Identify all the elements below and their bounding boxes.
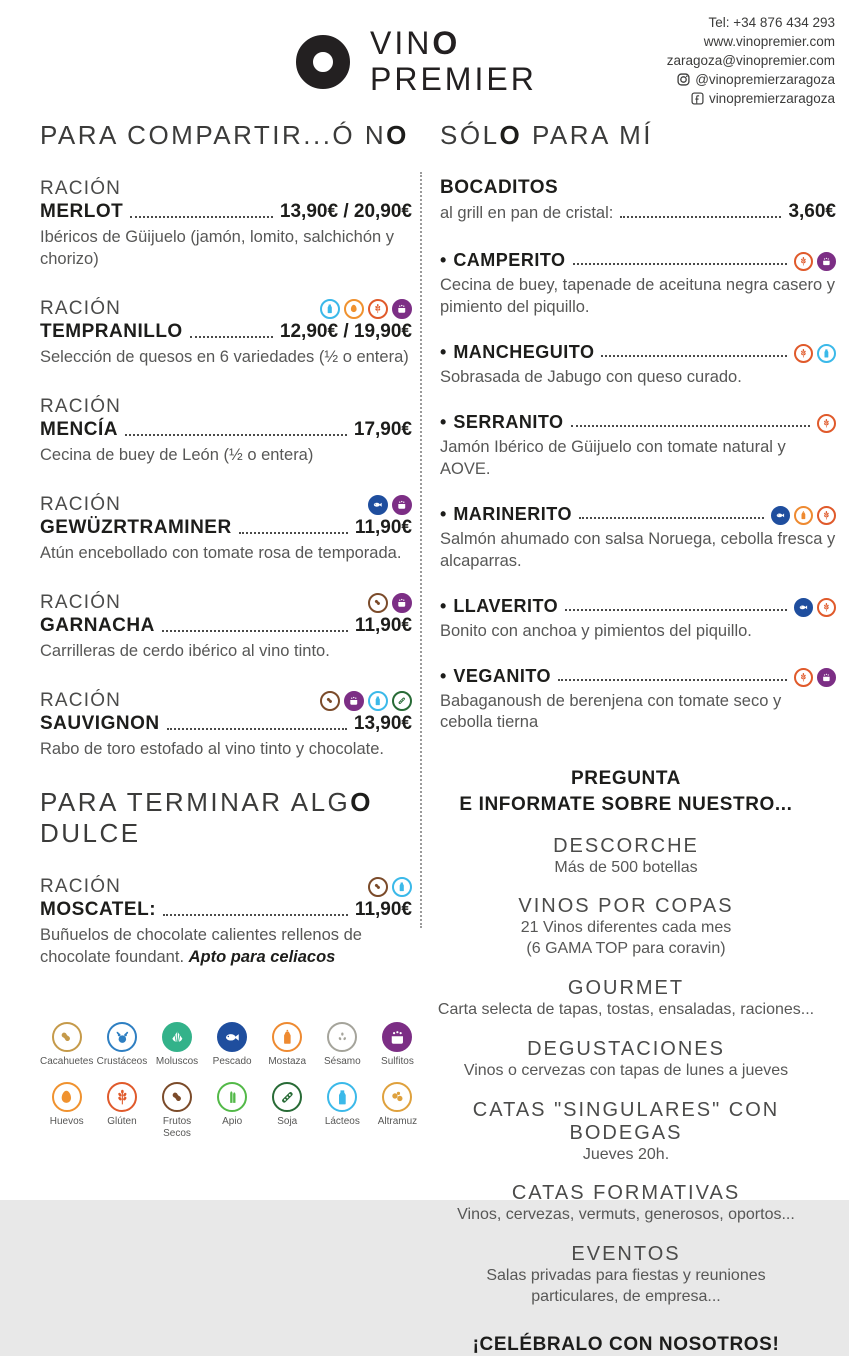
facebook-icon xyxy=(691,92,704,105)
dotted-leader xyxy=(601,355,787,357)
sulfitos-icon xyxy=(344,691,364,711)
lacteos-icon xyxy=(327,1082,357,1112)
sulfitos-icon xyxy=(392,495,412,515)
info-section-title: EVENTOS xyxy=(571,1243,681,1266)
pescado-icon xyxy=(368,495,388,515)
brand-logo xyxy=(296,26,537,98)
item-price: 13,90€ / 20,90€ xyxy=(279,201,412,222)
info-section-degustaciones xyxy=(414,1038,838,1082)
info-section-gourmet xyxy=(414,977,838,1021)
legend-item-apio xyxy=(206,1082,259,1141)
legend-label: Lácteos xyxy=(324,1115,360,1127)
share-heading: PARA COMPARTIR...Ó NO xyxy=(40,120,409,150)
menu-item-moscatel xyxy=(40,875,412,969)
bullet: • xyxy=(440,665,447,686)
legend-label: Crustáceos xyxy=(96,1056,148,1068)
item-kicker: RACIÓN xyxy=(40,395,122,417)
info-section-vinos-por-copas xyxy=(414,895,838,960)
pescado-icon xyxy=(771,506,790,525)
item-price: 11,90€ xyxy=(354,516,412,538)
soja-icon xyxy=(272,1082,302,1112)
info-section-title: CATAS "SINGULARES" CON BODEGAS xyxy=(472,1098,780,1144)
sulfitos-icon xyxy=(817,668,836,687)
item-name: MANCHEGUITO xyxy=(453,341,595,362)
allergen-legend xyxy=(40,1022,424,1141)
dotted-leader xyxy=(167,728,347,730)
contact-website: www.vinopremier.com xyxy=(703,34,835,49)
item-name: GEWÜZRTRAMINER xyxy=(40,516,232,538)
item-name: GARNACHA xyxy=(40,614,155,636)
item-allergen-icons xyxy=(771,506,836,525)
info-section-title: DEGUSTACIONES xyxy=(527,1037,725,1060)
info-sections xyxy=(414,835,838,1308)
item-description: Babaganoush de berenjena con tomate seco y cebolla tierna xyxy=(440,691,782,732)
info-title: PREGUNTA E INFORMATE SOBRE NUESTRO... xyxy=(459,768,793,816)
moluscos-icon xyxy=(162,1022,192,1052)
menu-item-bocaditos xyxy=(440,177,836,223)
contact-info xyxy=(667,13,835,108)
pescado-icon xyxy=(217,1022,247,1052)
legend-item-pescado xyxy=(206,1022,259,1069)
brand-wordmark xyxy=(370,26,537,98)
dessert-items xyxy=(40,875,412,969)
dotted-leader xyxy=(565,609,787,611)
mostaza-icon xyxy=(794,506,813,525)
dotted-leader xyxy=(163,914,348,916)
legend-item-crustaceos xyxy=(95,1022,148,1069)
cacahuetes-icon xyxy=(52,1022,82,1052)
item-kicker: RACIÓN xyxy=(40,178,122,199)
dotted-leader xyxy=(130,216,273,218)
sulfitos-icon xyxy=(382,1022,412,1052)
item-kicker: RACIÓN xyxy=(40,689,122,711)
solo-column xyxy=(437,120,836,1356)
info-section-line: Carta selecta de tapas, tostas, ensaladas, raciones... xyxy=(437,1001,815,1019)
item-name: MERLOT xyxy=(40,201,124,222)
item-description: Jamón Ibérico de Güijuelo con tomate natural y AOVE. xyxy=(440,437,786,478)
item-name: VEGANITO xyxy=(453,665,551,686)
item-allergen-icons xyxy=(368,495,412,515)
info-section-descorche xyxy=(414,835,838,879)
legend-item-gluten xyxy=(95,1082,148,1141)
dessert-heading: PARA TERMINAR ALGO DULCE xyxy=(40,786,374,848)
menu-item-llaverito xyxy=(440,596,836,643)
gluten-icon xyxy=(817,598,836,617)
info-section-line: (6 GAMA TOP para coravin) xyxy=(526,940,726,958)
item-description: Ibéricos de Güijuelo (jamón, lomito, salchichón y chorizo) xyxy=(40,228,395,268)
legend-label: Apio xyxy=(222,1115,243,1127)
crustaceos-icon xyxy=(107,1022,137,1052)
bocaditos-line: al grill en pan de cristal: xyxy=(440,204,614,222)
sesamo-icon xyxy=(327,1022,357,1052)
contact-instagram: @vinopremierzaragoza xyxy=(667,70,835,89)
legend-item-lacteos xyxy=(316,1082,369,1141)
item-description: Selección de quesos en 6 variedades (½ o entera) xyxy=(40,347,409,366)
mostaza-icon xyxy=(272,1022,302,1052)
legend-item-huevos xyxy=(40,1082,93,1141)
item-name: TEMPRANILLO xyxy=(40,320,183,342)
brand-donut-icon xyxy=(296,35,350,89)
legend-label: Cacahuetes xyxy=(40,1056,94,1068)
item-note: Apto para celiacos xyxy=(188,947,336,966)
item-price: 11,90€ xyxy=(354,898,412,920)
bullet: • xyxy=(440,411,447,432)
item-allergen-icons xyxy=(368,877,412,897)
sulfitos-icon xyxy=(817,252,836,271)
instagram-icon xyxy=(677,73,690,86)
item-description: Cecina de buey de León (½ o entera) xyxy=(40,445,314,464)
item-name: LLAVERITO xyxy=(453,595,559,616)
lacteos-icon xyxy=(817,344,836,363)
item-allergen-icons xyxy=(320,691,412,711)
gluten-icon xyxy=(817,506,836,525)
legend-label: Sésamo xyxy=(323,1056,361,1068)
sulfitos-icon xyxy=(392,593,412,613)
legend-label: Soja xyxy=(277,1115,298,1127)
brand-vino: VIN xyxy=(370,25,433,61)
item-name: MENCÍA xyxy=(40,418,118,440)
share-column xyxy=(40,120,418,1141)
dotted-leader xyxy=(620,216,781,218)
huevos-icon xyxy=(52,1082,82,1112)
info-section-line: Más de 500 botellas xyxy=(554,858,698,876)
menu-item-tempranillo xyxy=(40,297,412,369)
info-section-title: GOURMET xyxy=(567,977,685,1000)
item-kicker: RACIÓN xyxy=(40,875,122,897)
menu-item-serranito xyxy=(440,412,836,481)
lacteos-icon xyxy=(320,299,340,319)
menu-item-merlot xyxy=(40,177,412,271)
legend-label: Pescado xyxy=(212,1056,252,1068)
menu-item-camperito xyxy=(440,250,836,319)
item-description: Carrilleras de cerdo ibérico al vino tinto. xyxy=(40,641,330,660)
solo-heading: SÓLO PARA MÍ xyxy=(440,120,654,150)
dotted-leader xyxy=(571,425,811,427)
info-section-line: Salas privadas para fiestas y reuniones xyxy=(486,1267,766,1285)
legend-item-soja xyxy=(261,1082,314,1141)
dotted-leader xyxy=(190,336,273,338)
dotted-leader xyxy=(162,630,348,632)
info-section-title: VINOS POR COPAS xyxy=(518,895,734,918)
gluten-icon xyxy=(817,414,836,433)
bullet: • xyxy=(440,341,447,362)
menu-item-sauvignon xyxy=(40,689,412,761)
menu-item-marinerito xyxy=(440,504,836,573)
info-section-eventos xyxy=(414,1243,838,1308)
item-description: Sobrasada de Jabugo con queso curado. xyxy=(440,367,742,386)
item-allergen-icons xyxy=(794,598,836,617)
bullet: • xyxy=(440,250,447,270)
item-kicker: RACIÓN xyxy=(40,493,122,515)
gluten-icon xyxy=(794,252,813,271)
item-allergen-icons xyxy=(817,414,836,433)
info-section-line: 21 Vinos diferentes cada mes xyxy=(520,919,732,937)
gluten-icon xyxy=(794,668,813,687)
item-allergen-icons xyxy=(794,668,836,687)
legend-item-sesamo xyxy=(316,1022,369,1069)
menu-item-mancheguito xyxy=(440,342,836,389)
item-allergen-icons xyxy=(320,299,412,319)
soja-icon xyxy=(392,691,412,711)
legend-item-mostaza xyxy=(261,1022,314,1069)
legend-label: Frutos Secos xyxy=(162,1115,192,1140)
item-description: Buñuelos de chocolate calientes rellenos de chocolate foundant. Apto para celiacos xyxy=(40,925,362,966)
item-price: 12,90€ / 19,90€ xyxy=(279,320,412,342)
lacteos-icon xyxy=(392,877,412,897)
pescado-icon xyxy=(794,598,813,617)
item-description: Bonito con anchoa y pimientos del piquillo. xyxy=(440,621,752,640)
dotted-leader xyxy=(558,679,787,681)
bullet: • xyxy=(440,595,447,616)
legend-item-frutos-secos xyxy=(150,1082,203,1141)
info-section-line: particulares, de empresa... xyxy=(531,1288,721,1306)
item-price: 17,90€ xyxy=(353,418,412,440)
frutos-secos-icon xyxy=(320,691,340,711)
brand-premier: PREMIER xyxy=(370,60,537,97)
item-price: 13,90€ xyxy=(353,712,412,734)
huevos-icon xyxy=(344,299,364,319)
apio-icon xyxy=(217,1082,247,1112)
item-description: Rabo de toro estofado al vino tinto y chocolate. xyxy=(40,739,384,758)
item-name: MOSCATEL: xyxy=(40,898,157,920)
frutos-secos-icon xyxy=(368,593,388,613)
frutos-secos-icon xyxy=(162,1082,192,1112)
item-kicker: RACIÓN xyxy=(40,591,122,613)
info-footer: ¡CELÉBRALO CON NOSOTROS! xyxy=(472,1333,780,1355)
gluten-icon xyxy=(794,344,813,363)
item-price: 11,90€ xyxy=(354,614,412,636)
legend-item-moluscos xyxy=(150,1022,203,1069)
gluten-icon xyxy=(107,1082,137,1112)
menu-item-garnacha xyxy=(40,591,412,663)
solo-items xyxy=(440,250,836,734)
bullet: • xyxy=(440,503,447,524)
contact-facebook: vinopremierzaragoza xyxy=(667,89,835,108)
item-description: Salmón ahumado con salsa Noruega, cebolla fresca y alcaparras. xyxy=(440,529,836,570)
item-allergen-icons xyxy=(368,593,412,613)
altramuz-icon xyxy=(382,1082,412,1112)
item-description: Cecina de buey, tapenade de aceituna negra casero y pimiento del piquillo. xyxy=(440,276,836,316)
bocaditos-price: 3,60€ xyxy=(788,201,836,222)
info-section-catas-formativas xyxy=(414,1182,838,1226)
menu-item-veganito xyxy=(440,666,836,735)
item-name: CAMPERITO xyxy=(453,250,566,270)
info-section-catas-singulares-con-bodegas xyxy=(414,1099,838,1166)
legend-label: Huevos xyxy=(49,1115,84,1127)
info-section-title: CATAS FORMATIVAS xyxy=(511,1182,741,1205)
frutos-secos-icon xyxy=(368,877,388,897)
item-allergen-icons xyxy=(794,252,836,271)
dotted-leader xyxy=(573,263,788,265)
dotted-leader xyxy=(125,434,347,436)
contact-phone: Tel: +34 876 434 293 xyxy=(708,15,835,30)
legend-label: Sulfitos xyxy=(381,1056,414,1068)
menu-item-mencia xyxy=(40,395,412,467)
legend-item-cacahuetes xyxy=(40,1022,93,1069)
menu-item-gewuzrtraminer xyxy=(40,493,412,565)
legend-label: Glúten xyxy=(107,1115,137,1127)
legend-label: Moluscos xyxy=(155,1056,199,1068)
item-name: SAUVIGNON xyxy=(40,712,160,734)
info-block xyxy=(414,766,838,1355)
brand-o: O xyxy=(432,25,461,61)
legend-label: Mostaza xyxy=(268,1056,307,1068)
item-name: MARINERITO xyxy=(453,503,572,524)
bocaditos-title: BOCADITOS xyxy=(440,177,559,198)
contact-email: zaragoza@vinopremier.com xyxy=(666,53,835,68)
sulfitos-icon xyxy=(392,299,412,319)
item-description: Atún encebollado con tomate rosa de temporada. xyxy=(40,543,402,562)
lacteos-icon xyxy=(368,691,388,711)
info-section-line: Jueves 20h. xyxy=(582,1145,670,1163)
info-section-line: Vinos, cervezas, vermuts, generosos, oportos... xyxy=(457,1206,795,1224)
item-kicker: RACIÓN xyxy=(40,297,122,319)
item-allergen-icons xyxy=(794,344,836,363)
info-section-line: Vinos o cervezas con tapas de lunes a jueves xyxy=(463,1061,789,1079)
dotted-leader xyxy=(579,517,764,519)
dotted-leader xyxy=(239,532,348,534)
gluten-icon xyxy=(368,299,388,319)
share-items xyxy=(40,177,412,761)
legend-label: Altramuz xyxy=(377,1115,418,1127)
info-section-title: DESCORCHE xyxy=(553,834,699,857)
item-name: SERRANITO xyxy=(453,411,564,432)
